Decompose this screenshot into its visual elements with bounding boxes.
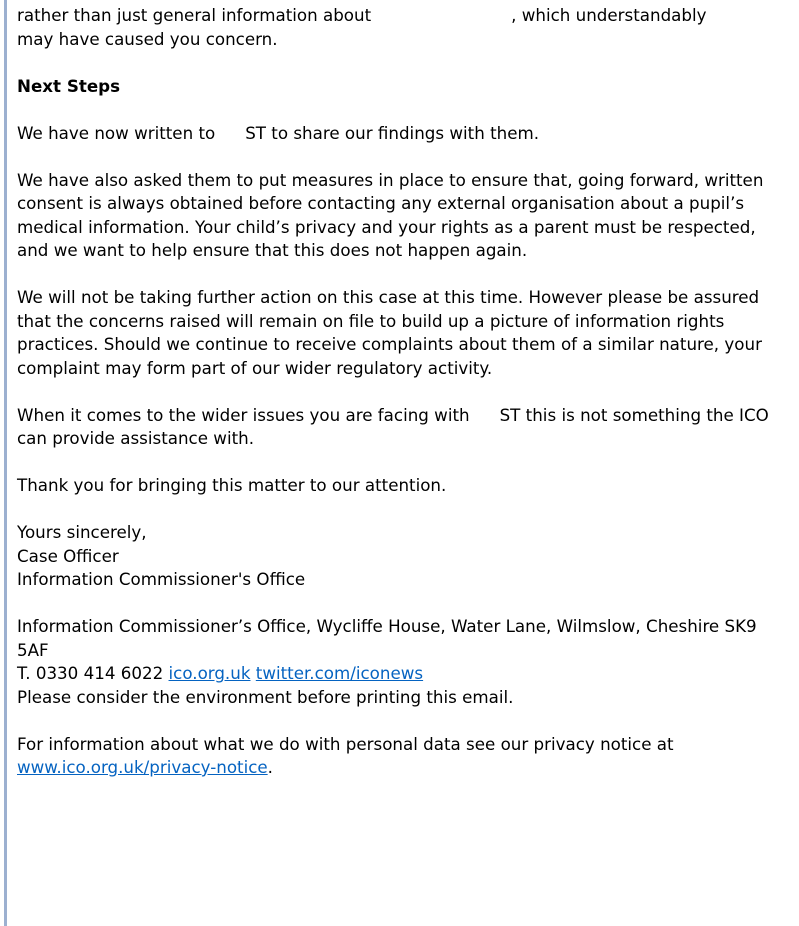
wider-text-start: When it comes to the wider issues you are facing with	[17, 404, 470, 425]
ico-website-link[interactable]: ico.org.uk	[168, 663, 251, 683]
privacy-text: For information about what we do with personal data see our privacy notice at	[17, 733, 674, 754]
footer-privacy	[17, 733, 787, 780]
written-text-start: We have now written to	[17, 122, 216, 143]
signature-org: Information Commissioner's Office	[17, 569, 306, 589]
written-text-end: ST to share our findings with them.	[245, 122, 540, 143]
privacy-notice-link[interactable]: www.ico.org.uk/privacy-notice	[17, 757, 268, 777]
footer-address: Information Commissioner’s Office, Wycliffe House, Water Lane, Wilmslow, Cheshire SK9 5AF	[17, 616, 757, 660]
concern-text-end: , which understandably	[511, 5, 707, 25]
twitter-link[interactable]: twitter.com/iconews	[255, 663, 424, 683]
paragraph-thanks: Thank you for bringing this matter to our attention.	[17, 475, 447, 495]
paragraph-wider-issues	[17, 404, 787, 451]
privacy-text-end: .	[267, 757, 273, 777]
quoted-message-bar	[4, 0, 7, 926]
paragraph-concern	[17, 4, 787, 51]
footer-contact	[17, 662, 787, 686]
signature-role: Case Officer	[17, 545, 119, 566]
paragraph-measures: We have also asked them to put measures in place to ensure that, going forward, written consent is always obtained before contacting any external organisation about a pupil’s medical information. Your child’s privacy and your rights as a parent must be respected, and we want to help ensure that this does not happen again.	[17, 169, 764, 260]
concern-text-start: rather than just general information about	[17, 5, 372, 25]
footer-phone: T. 0330 414 6022	[17, 663, 164, 683]
concern-text-line2: may have caused you concern.	[17, 28, 278, 49]
email-body	[17, 4, 787, 780]
paragraph-written	[17, 122, 787, 146]
closing-salutation: Yours sincerely,	[17, 522, 147, 542]
footer-environment: Please consider the environment before printing this email.	[17, 686, 514, 707]
paragraph-action: We will not be taking further action on this case at this time. However please be assured that the concerns raised will remain on file to build up a picture of information rights practices. Should we continue to receive complaints about them of a similar nature, your complaint may form part of our wider regulatory activity.	[17, 287, 762, 378]
wider-text-end: ST this is not something the ICO can provide assistance with.	[17, 404, 769, 448]
next-steps-heading: Next Steps	[17, 75, 121, 96]
